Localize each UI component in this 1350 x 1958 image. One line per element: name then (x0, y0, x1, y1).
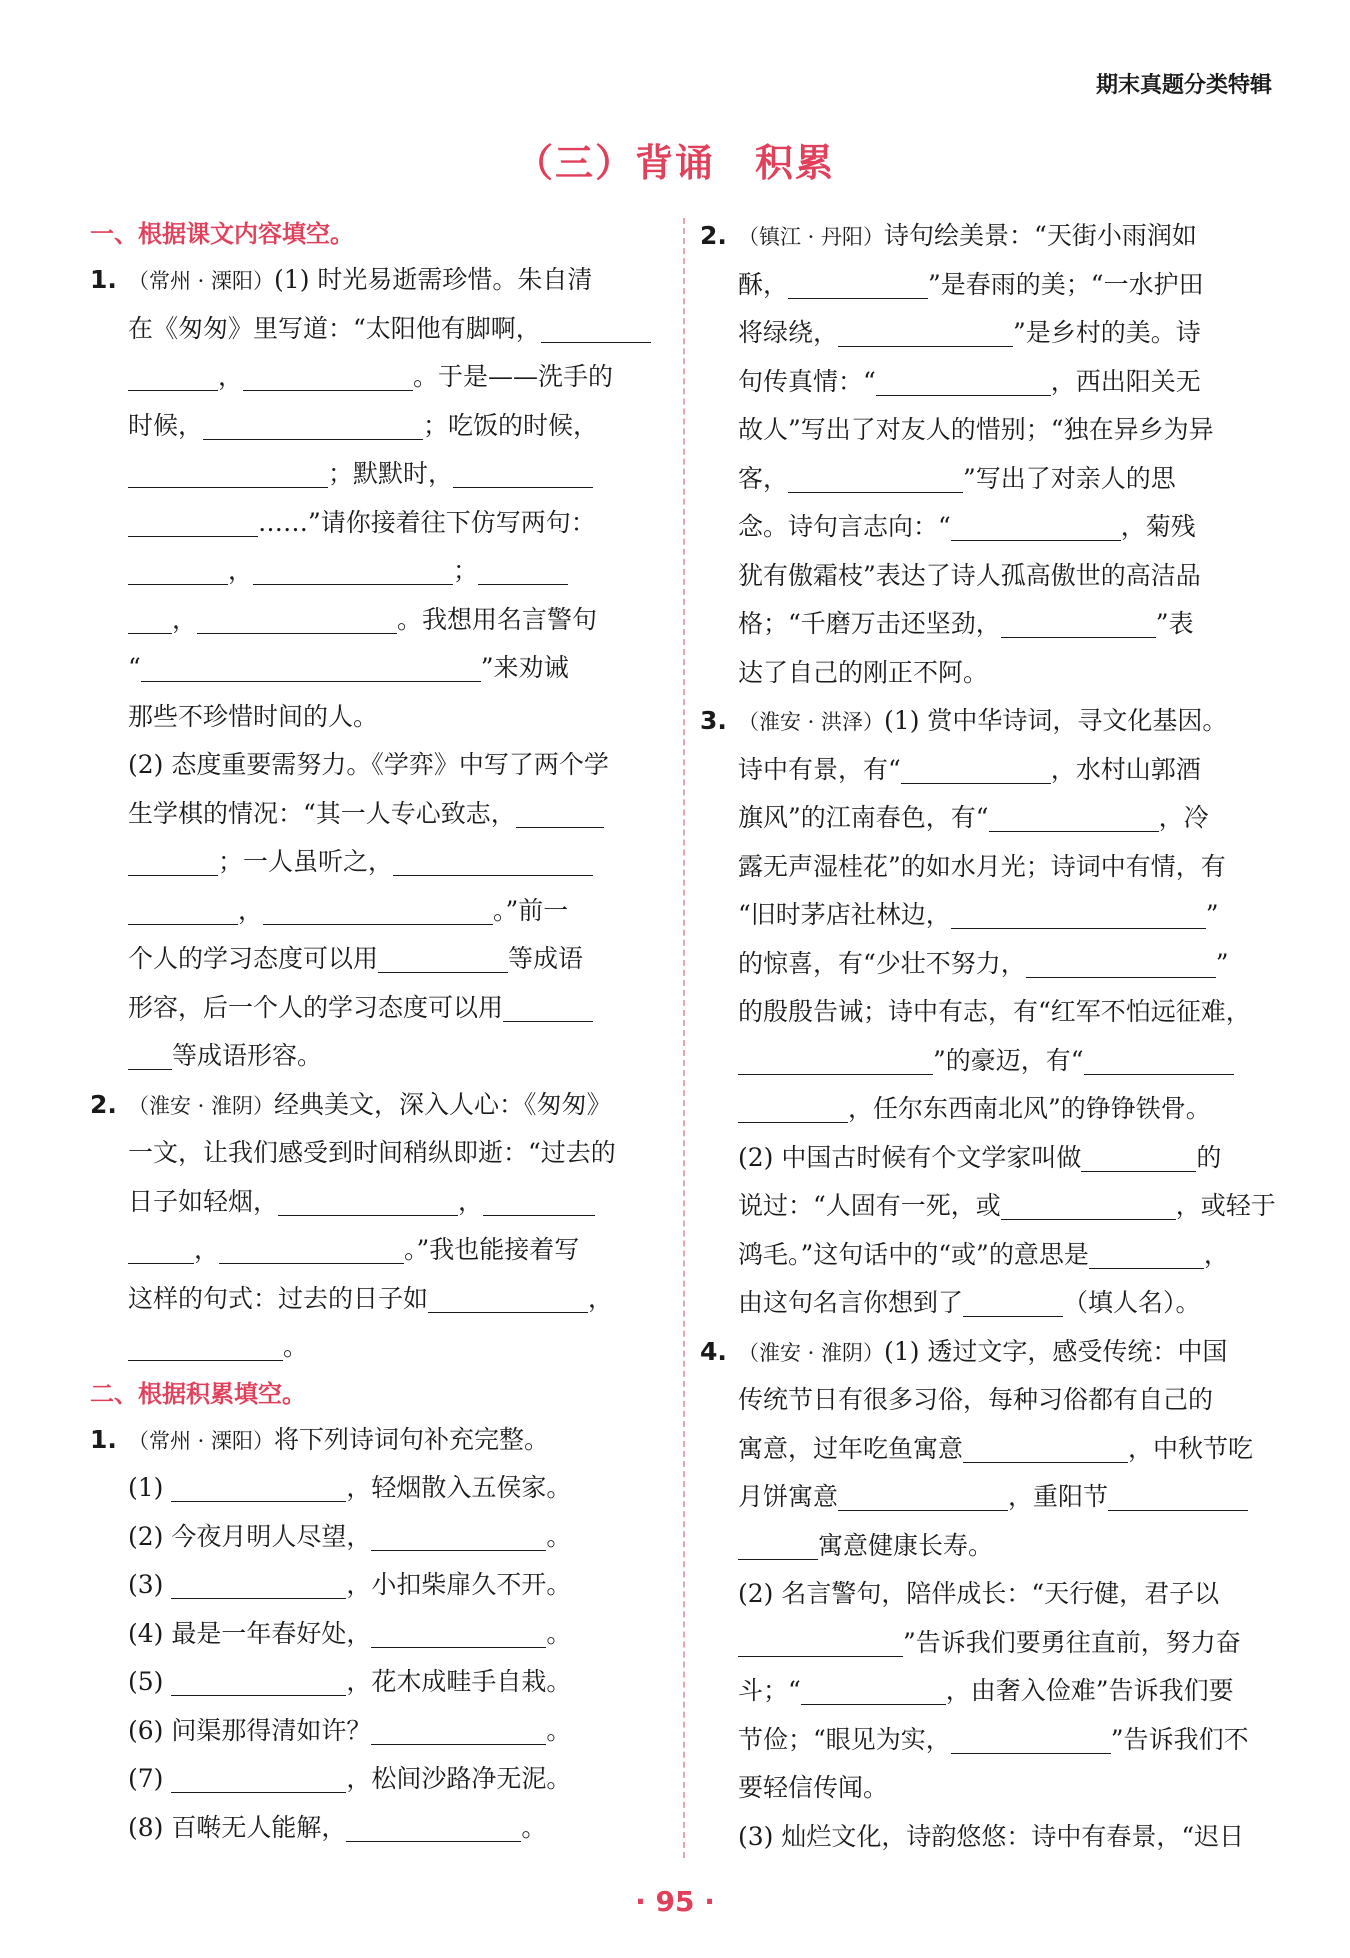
text-fragment: 寓意健康长寿。 (818, 1530, 994, 1560)
text-line (700, 1182, 1278, 1231)
text-line (700, 891, 1278, 940)
answer-blank[interactable] (171, 1762, 346, 1793)
text-fragment: (1) 赏中华诗词，寻文化基因。 (884, 706, 1228, 735)
text-fragment: 说过：“人固有一死，或 (738, 1191, 1001, 1220)
text-line (90, 790, 662, 839)
text-fragment: 。”前一 (493, 895, 569, 925)
answer-blank[interactable] (516, 797, 604, 828)
text-fragment: 月饼寓意 (738, 1482, 839, 1511)
question-r3 (700, 697, 1278, 1328)
text-line (90, 1129, 662, 1178)
question-l2 (90, 1081, 662, 1372)
text-line (90, 1416, 662, 1465)
answer-blank[interactable] (989, 801, 1159, 832)
answer-blank[interactable] (1001, 607, 1156, 638)
text-fragment: ， (238, 895, 264, 925)
text-line (90, 1561, 662, 1610)
text-line (700, 1716, 1278, 1765)
answer-blank[interactable] (788, 268, 928, 299)
text-fragment: 诗中有景，有“ (738, 754, 901, 784)
text-line (90, 887, 662, 936)
text-fragment: ，水村山郭酒 (1050, 754, 1201, 784)
text-fragment: 。”我也能接着写 (404, 1235, 580, 1264)
answer-blank[interactable] (951, 1723, 1111, 1754)
text-fragment: 酥， (738, 269, 789, 299)
text-fragment: ……”请你接着往下仿写两句： (258, 507, 596, 537)
answer-blank[interactable] (963, 1286, 1063, 1317)
text-fragment: 格；“千磨万击还坚劲， (738, 609, 1001, 638)
answer-blank[interactable] (171, 1665, 346, 1696)
text-fragment: ，中秋节吃 (1128, 1433, 1254, 1463)
answer-blank[interactable] (128, 1330, 283, 1361)
right-column (700, 212, 1278, 1861)
text-fragment: (8) (128, 1812, 164, 1842)
text-fragment: ，花木成畦手自栽。 (346, 1667, 572, 1696)
text-fragment: 等成语 (508, 944, 584, 973)
answer-blank[interactable] (371, 1617, 546, 1648)
answer-blank[interactable] (483, 1185, 595, 1216)
text-fragment: 节俭；“眼见为实， (738, 1724, 951, 1754)
text-fragment: 百啭无人能解， (171, 1812, 347, 1842)
text-line (90, 256, 662, 305)
answer-blank[interactable] (951, 510, 1121, 541)
text-line (700, 1037, 1278, 1086)
text-fragment: 寓意，过年吃鱼寓意 (738, 1433, 964, 1463)
text-fragment: ， (218, 362, 244, 391)
question-l3 (90, 1416, 662, 1853)
answer-blank[interactable] (346, 1811, 521, 1842)
text-line (700, 1813, 1278, 1862)
text-line (700, 1279, 1278, 1328)
text-line (700, 1619, 1278, 1668)
text-line (700, 309, 1278, 358)
text-fragment: 一文，让我们感受到时间稍纵即逝：“过去的 (128, 1138, 616, 1167)
text-fragment: 达了自己的刚正不阿。 (738, 657, 989, 687)
answer-blank[interactable] (541, 312, 651, 343)
text-fragment: (1) (128, 1473, 164, 1502)
answer-blank[interactable] (1089, 1238, 1204, 1269)
text-line (90, 741, 662, 790)
text-fragment: 旗风”的江南春色，有“ (738, 803, 989, 832)
text-fragment: 将绿绕， (738, 318, 839, 347)
answer-blank[interactable] (171, 1568, 346, 1599)
answer-blank[interactable] (128, 1233, 194, 1264)
question-source: （常州 · 溧阳） (128, 269, 275, 293)
text-fragment: 等成语形容。 (172, 1041, 323, 1070)
page-title: （三）背诵 积累 (514, 141, 835, 185)
text-line (90, 353, 662, 402)
text-line (700, 455, 1278, 504)
text-fragment: (4) (128, 1618, 164, 1648)
question-source: （镇江 · 丹阳） (738, 225, 885, 249)
text-line (700, 1085, 1278, 1134)
header-tag: 期末真题分类特辑 (1095, 73, 1272, 98)
text-line (700, 600, 1278, 649)
text-fragment: 。 (283, 1332, 309, 1361)
answer-blank[interactable] (371, 1714, 546, 1745)
text-line (90, 1464, 662, 1513)
text-fragment: 犹有傲霜枝”表达了诗人孤高傲世的高洁品 (738, 560, 1201, 590)
answer-blank[interactable] (141, 651, 481, 682)
text-fragment: ”写出了对亲人的思 (963, 463, 1176, 493)
answer-blank[interactable] (278, 1185, 458, 1216)
text-fragment: ，重阳节 (1008, 1482, 1109, 1511)
answer-blank[interactable] (788, 462, 963, 493)
question-number: 4. (700, 1336, 727, 1366)
question-source: （淮安 · 淮阴） (128, 1093, 275, 1118)
text-fragment: (1) 时光易逝需珍惜。朱自清 (274, 265, 593, 294)
answer-blank[interactable] (197, 603, 397, 634)
text-line (700, 1667, 1278, 1716)
question-r4 (700, 1328, 1278, 1862)
question-number: 2. (700, 221, 727, 250)
text-fragment: ”是乡村的美。诗 (1013, 318, 1201, 347)
text-line (700, 358, 1278, 407)
text-line (90, 1610, 662, 1659)
answer-blank[interactable] (1081, 1141, 1196, 1172)
text-line (700, 1425, 1278, 1474)
text-line (90, 547, 662, 596)
text-fragment: ；吃饭的时候， (423, 410, 599, 440)
text-fragment: 诗句绘美景：“天街小雨润如 (884, 221, 1197, 250)
text-fragment: ，由奢入俭难”告诉我们要 (945, 1676, 1234, 1705)
text-fragment: 经典美文，深入人心：《匆匆》 (274, 1089, 612, 1119)
answer-blank[interactable] (128, 603, 172, 634)
text-fragment: 那些不珍惜时间的人。 (128, 701, 379, 731)
text-line (700, 1231, 1278, 1280)
answer-blank[interactable] (371, 1520, 546, 1551)
text-line (700, 406, 1278, 455)
answer-blank[interactable] (963, 1432, 1128, 1463)
text-line (700, 1134, 1278, 1183)
text-fragment: ，轻烟散入五侯家。 (346, 1473, 572, 1502)
text-fragment: 最是一年春好处， (171, 1618, 372, 1648)
text-fragment: ；一人虽听之， (218, 847, 394, 876)
text-fragment: ； (453, 556, 479, 585)
text-fragment: 的殷殷告诫；诗中有志，有“红军不怕远征难， (738, 997, 1251, 1026)
answer-blank[interactable] (838, 1480, 1008, 1511)
text-line (90, 984, 662, 1033)
text-fragment: 露无声湿桂花”的如水月光；诗词中有情，有 (738, 851, 1226, 881)
text-line (90, 1513, 662, 1562)
text-line (700, 1522, 1278, 1571)
text-fragment: 形容，后一个人的学习态度可以用 (128, 992, 504, 1022)
text-fragment: （填人名）。 (1063, 1288, 1201, 1317)
text-fragment: ， (458, 1186, 484, 1216)
text-line (700, 940, 1278, 989)
text-fragment: (1) 透过文字，感受传统：中国 (884, 1336, 1228, 1366)
answer-blank[interactable] (801, 1674, 946, 1705)
answer-blank[interactable] (128, 554, 228, 585)
answer-blank[interactable] (738, 1092, 848, 1123)
text-line (90, 1658, 662, 1707)
text-fragment: ， (1203, 1239, 1229, 1269)
text-line (700, 1570, 1278, 1619)
answer-blank[interactable] (128, 1039, 172, 1070)
text-fragment: 问渠那得清如许？ (171, 1715, 372, 1745)
text-fragment: (7) (128, 1764, 164, 1793)
text-fragment: (2) 中国古时候有个文学家叫做 (738, 1142, 1082, 1172)
answer-blank[interactable] (393, 845, 593, 876)
answer-blank[interactable] (128, 894, 238, 925)
section-heading-2: 二、根据积累填空。 (90, 1379, 306, 1408)
text-fragment: “旧时茅店社林边， (738, 900, 951, 929)
text-fragment: 由这句名言你想到了 (738, 1288, 964, 1317)
text-fragment: 客， (738, 463, 789, 493)
answer-blank[interactable] (738, 1626, 903, 1657)
answer-blank[interactable] (951, 898, 1206, 929)
text-fragment: 故人”写出了对友人的惜别；“独在异乡为异 (738, 415, 1214, 444)
text-line (700, 261, 1278, 310)
text-fragment: ， (588, 1283, 614, 1313)
text-fragment: ， (228, 556, 254, 585)
text-fragment: 句传真情：“ (738, 366, 876, 396)
text-fragment: ，菊残 (1120, 512, 1196, 541)
text-fragment: 时候， (128, 410, 204, 440)
text-fragment: 。我想用名言警句 (397, 604, 598, 634)
answer-blank[interactable] (219, 1233, 404, 1264)
text-fragment: 这样的句式：过去的日子如 (128, 1283, 429, 1313)
text-fragment: ”告诉我们不 (1110, 1724, 1249, 1754)
text-line (700, 988, 1278, 1037)
answer-blank[interactable] (1084, 1044, 1234, 1075)
answer-blank[interactable] (378, 942, 508, 973)
text-fragment: 。 (546, 1618, 572, 1648)
text-fragment: ， (172, 604, 198, 634)
answer-blank[interactable] (253, 554, 453, 585)
text-fragment: ”是春雨的美；“一水护田 (928, 269, 1204, 299)
question-number: 3. (700, 706, 727, 735)
text-line (90, 402, 662, 451)
answer-blank[interactable] (453, 457, 593, 488)
text-fragment: (5) (128, 1667, 164, 1696)
text-line (90, 1804, 662, 1853)
text-line (90, 450, 662, 499)
answer-blank[interactable] (128, 506, 258, 537)
text-line (90, 1178, 662, 1227)
text-fragment: ，松间沙路净无泥。 (346, 1764, 572, 1793)
text-line (90, 693, 662, 742)
answer-blank[interactable] (1026, 947, 1216, 978)
text-fragment: 传统节日有很多习俗，每种习俗都有自己的 (738, 1385, 1214, 1414)
left-column (90, 212, 662, 1852)
text-fragment: 念。诗句言志向：“ (738, 512, 951, 541)
text-line (90, 596, 662, 645)
text-fragment: 鸿毛。”这句话中的“或”的意思是 (738, 1239, 1089, 1269)
text-line (90, 1032, 662, 1081)
text-fragment: ”的豪迈，有“ (933, 1045, 1084, 1075)
text-fragment: ，冷 (1158, 803, 1209, 832)
text-fragment: ， (194, 1235, 220, 1264)
text-line (700, 552, 1278, 601)
question-number: 1. (90, 1424, 117, 1454)
text-fragment: 要轻信传闻。 (738, 1773, 889, 1802)
text-fragment: (3) (128, 1570, 164, 1599)
text-line (700, 503, 1278, 552)
question-number: 1. (90, 265, 117, 294)
question-source: （常州 · 溧阳） (128, 1428, 275, 1453)
text-fragment: (2) (128, 1521, 164, 1551)
text-fragment: ，西出阳关无 (1050, 366, 1201, 396)
text-line (90, 1226, 662, 1275)
answer-blank[interactable] (428, 1282, 588, 1313)
text-line (700, 1328, 1278, 1377)
column-divider (683, 218, 685, 1858)
text-fragment: 的 (1196, 1142, 1222, 1172)
text-fragment: ”告诉我们要勇往直前，努力奋 (903, 1627, 1241, 1657)
text-fragment: ，任尔东西南北风”的铮铮铁骨。 (848, 1094, 1211, 1123)
text-fragment: ，小扣柴扉久不开。 (346, 1570, 572, 1599)
text-fragment: (3) 灿烂文化，诗韵悠悠：诗中有春景，“迟日 (738, 1821, 1245, 1851)
text-line (700, 697, 1278, 746)
text-line (90, 644, 662, 693)
question-source: （淮安 · 淮阴） (738, 1340, 885, 1365)
text-fragment: ” (1215, 948, 1229, 978)
answer-blank[interactable] (901, 753, 1051, 784)
text-fragment: (2) 名言警句，陪伴成长：“天行健，君子以 (738, 1579, 1220, 1608)
text-line (90, 1323, 662, 1372)
text-line (90, 935, 662, 984)
text-fragment: 生学棋的情况：“其一人专心致志， (128, 798, 516, 828)
text-line (90, 1707, 662, 1756)
text-line (700, 1764, 1278, 1813)
text-line (90, 499, 662, 548)
text-fragment: ；默默时， (328, 459, 454, 488)
answer-blank[interactable] (128, 457, 328, 488)
text-line (90, 838, 662, 887)
text-line (90, 1081, 662, 1130)
answer-blank[interactable] (1001, 1189, 1176, 1220)
answer-blank[interactable] (738, 1529, 818, 1560)
text-line (700, 1473, 1278, 1522)
text-fragment: 日子如轻烟， (128, 1186, 279, 1216)
text-fragment: (6) (128, 1715, 164, 1745)
answer-blank[interactable] (876, 365, 1051, 396)
question-source: （淮安 · 洪泽） (738, 710, 885, 734)
text-line (700, 212, 1278, 261)
text-line (700, 746, 1278, 795)
question-r2 (700, 212, 1278, 697)
text-fragment: “ (128, 653, 141, 682)
text-line (90, 1755, 662, 1804)
answer-blank[interactable] (263, 894, 493, 925)
text-fragment: ”表 (1155, 609, 1194, 638)
question-l1 (90, 256, 662, 1081)
text-fragment: 今夜月明人尽望， (171, 1521, 372, 1551)
text-fragment: ” (1205, 900, 1219, 929)
answer-blank[interactable] (503, 991, 593, 1022)
page-number: · 95 · (635, 1885, 715, 1918)
text-fragment: 在《匆匆》里写道：“太阳他有脚啊， (128, 313, 541, 343)
text-fragment: 。于是——洗手的 (413, 362, 614, 391)
text-fragment: 。 (546, 1715, 572, 1745)
text-line (90, 1275, 662, 1324)
answer-blank[interactable] (1108, 1480, 1248, 1511)
text-fragment: ”来劝诫 (480, 653, 569, 682)
text-fragment: 斗；“ (738, 1676, 801, 1705)
text-fragment: 的惊喜，有“少壮不努力， (738, 948, 1026, 978)
answer-blank[interactable] (738, 1044, 933, 1075)
text-fragment: (2) 态度重要需努力。《学弈》中写了两个学 (128, 750, 609, 779)
text-line (700, 843, 1278, 892)
section-heading-1: 一、根据课文内容填空。 (90, 220, 354, 248)
text-line (90, 305, 662, 354)
answer-blank[interactable] (478, 554, 568, 585)
text-fragment: 。 (521, 1812, 547, 1842)
question-number: 2. (90, 1089, 117, 1119)
text-fragment: 个人的学习态度可以用 (128, 944, 379, 973)
text-fragment: 将下列诗词句补充完整。 (274, 1424, 550, 1454)
answer-blank[interactable] (838, 316, 1013, 347)
text-line (700, 794, 1278, 843)
answer-blank[interactable] (128, 845, 218, 876)
answer-blank[interactable] (203, 409, 423, 440)
text-fragment: 。 (546, 1521, 572, 1551)
text-line (700, 649, 1278, 698)
text-line (700, 1376, 1278, 1425)
text-fragment: ，或轻于 (1175, 1191, 1276, 1220)
answer-blank[interactable] (128, 360, 218, 391)
answer-blank[interactable] (243, 360, 413, 391)
answer-blank[interactable] (171, 1471, 346, 1502)
